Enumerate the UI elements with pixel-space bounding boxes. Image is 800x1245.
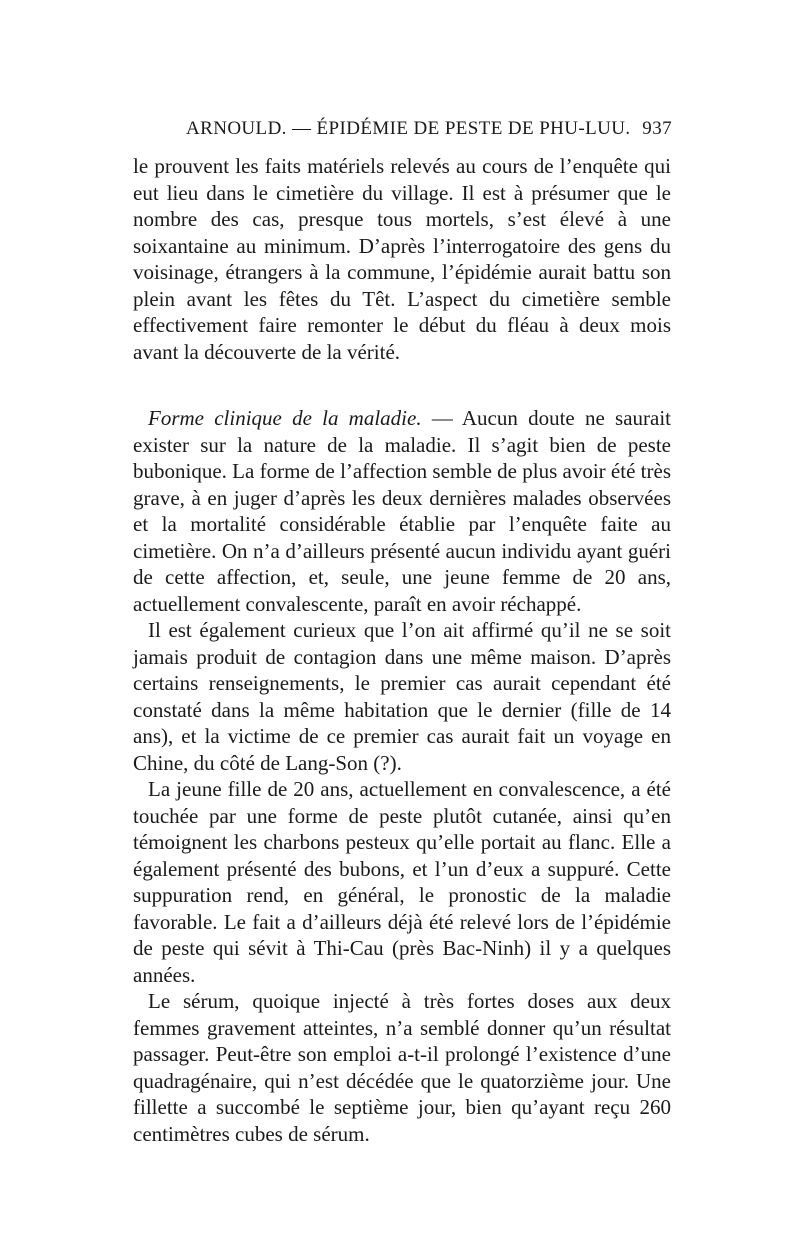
paragraph-serum [133,988,671,1147]
page-number: 937 [642,118,672,139]
running-head [186,118,672,144]
body-text [133,153,671,1147]
paragraph-text: Le sérum, quoique injecté à très fortes doses aux deux femmes gravement atteintes, n’a semblé donner qu’un résultat passager. Peut-être son emploi a-t-il prolongé l’existence d’une quadragénaire, qui n’est décédée que le quatorzième jour. Une fillette a succombé le septième jour, bien qu’ayant reçu 260 centimètres cubes de sérum. [133,989,671,1146]
section-heading: Forme clinique de la maladie. [148,406,422,430]
paragraph-text: le prouvent les faits matériels relevés au cours de l’enquête qui eut lieu dans le cimetière du village. Il est à présumer que le nombre des cas, presque tous mortels, s’est élevé à une soixantaine au minimum. D’après l’interrogatoire des gens du voisinage, étrangers à la commune, l’épidémie aurait battu son plein avant les fêtes du Têt. L’aspect du cimetière semble effectivement faire remonter le début du fléau à deux mois avant la découverte de la vérité. [133,154,671,364]
paragraph-clinical-form [133,405,671,617]
paragraph-text: — Aucun doute ne saurait exister sur la nature de la maladie. Il s’agit bien de peste bubonique. La forme de l’affection semble de plus avoir été très grave, à en juger d’après les deux dernières malades observées et la mortalité considérable établie par l’enquête faite au cimetière. On n’a d’ailleurs présenté aucun individu ayant guéri de cette affection, et, seule, une jeune femme de 20 ans, actuellement convalescente, paraît en avoir réchappé. [133,406,671,616]
paragraph-convalescent [133,776,671,988]
running-head-title: ARNOULD. — ÉPIDÉMIE DE PESTE DE PHU-LUU. [186,118,631,139]
paragraph-continuation [133,153,671,365]
paragraph-contagion [133,617,671,776]
paragraph-text: Il est également curieux que l’on ait affirmé qu’il ne se soit jamais produit de contagion dans une même maison. D’après certains renseignements, le premier cas aurait cependant été constaté dans la même habitation que le dernier (fille de 14 ans), et la victime de ce premier cas aurait fait un voyage en Chine, du côté de Lang-Son (?). [133,618,671,775]
paragraph-text: La jeune fille de 20 ans, actuellement en convalescence, a été touchée par une forme de peste plutôt cutanée, ainsi qu’en témoignent les charbons pesteux qu’elle portait au flanc. Elle a également présenté des bubons, et l’un d’eux a suppuré. Cette suppuration rend, en général, le pronostic de la maladie favorable. Le fait a d’ailleurs déjà été relevé lors de l’épidémie de peste qui sévit à Thi-Cau (près Bac-Ninh) il y a quelques années. [133,777,671,987]
